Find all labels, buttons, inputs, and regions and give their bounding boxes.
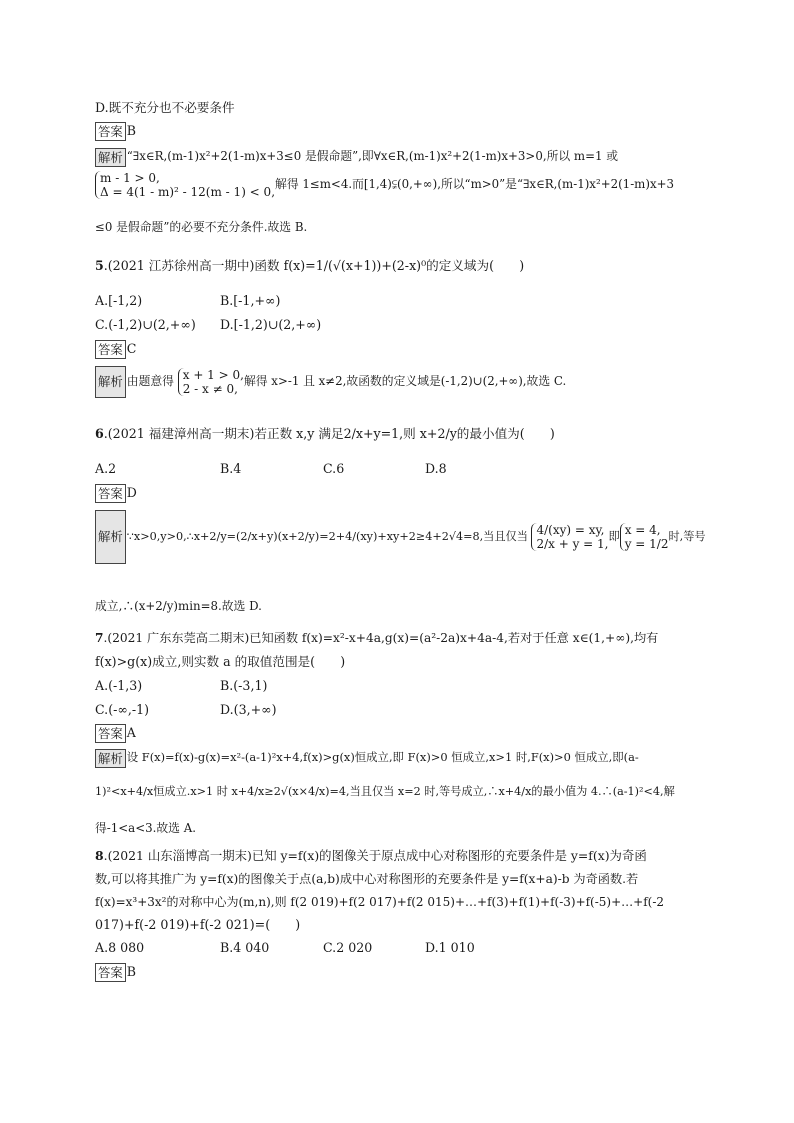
q5-answer-row: [95, 339, 705, 359]
q7-analysis-line3: 得-1<a<3.故选 A.: [95, 821, 196, 835]
q6-analysis-line1: 解析 ∵x>0,y>0,∴x+2/y=(2/x+y)(x+2/y)=2+4/(xy)+xy+2≥4+2√4=8,当且仅当 4/(xy) = xy, 2/x + y = 1,即 x = 4, y = 1/2时,等号: [95, 510, 705, 564]
q5-answer: C: [126, 341, 137, 356]
q8-stem-line1: 8.(2021 山东淄博高一期末)已知 y=f(x)的图像关于原点成中心对称图形的充要条件是 y=f(x)为奇函: [95, 848, 647, 863]
answer-tag: 答案: [95, 340, 126, 359]
q5-option-a: A.[-1,2): [95, 293, 143, 308]
q8-stem-line2: 数,可以将其推广为 y=f(x)的图像关于点(a,b)成中心对称图形的充要条件是 y=f(x+a)-b 为奇函数.若: [95, 872, 639, 886]
q4-analysis-line1: 解析 “∃x∈R,(m-1)x²+2(1-m)x+3≤0 是假命题”,即∀x∈R,(m-1)x²+2(1-m)x+3>0,所以 m=1 或: [95, 146, 705, 167]
q7-stem-line1: 7.(2021 广东东莞高二期末)已知函数 f(x)=x²-x+4a,g(x)=(a²-2a)x+4a-4,若对于任意 x∈(1,+∞),均有: [95, 631, 659, 645]
q5-system: x + 1 > 0, 2 - x ≠ 0,: [178, 368, 244, 396]
answer-tag: 答案: [95, 122, 126, 141]
q7-option-a: A.(-1,3): [95, 678, 143, 693]
q8-stem-line3: f(x)=x³+3x²的对称中心为(m,n),则 f(2 019)+f(2 017)+f(2 015)+…+f(3)+f(1)+f(-3)+f(-5)+…+f(-2: [95, 895, 665, 909]
q6-stem: 6.(2021 福建漳州高一期末)若正数 x,y 满足2/x+y=1,则 x+2/y的最小值为( ): [95, 426, 555, 441]
answer-tag: 答案: [95, 963, 126, 982]
q5-stem: 5.(2021 江苏徐州高一期中)函数 f(x)=1/(√(x+1))+(2-x)⁰的定义域为( ): [95, 258, 525, 273]
analysis-tag: 解析: [95, 366, 126, 398]
q4-analysis-line2: m - 1 > 0, Δ = 4(1 - m)² - 12(m - 1) < 0,解得 1≤m<4.而[1,4)⫋(0,+∞),所以“m>0”是“∃x∈R,(m-1)x²+2(1-m)x+3: [95, 171, 705, 199]
q8-options: [95, 938, 515, 960]
q4-answer: B: [126, 123, 137, 138]
q8-option-d: D.1 010: [425, 940, 475, 955]
q5-analysis: 解析 由题意得 x + 1 > 0, 2 - x ≠ 0,解得 x>-1 且 x≠2,故函数的定义域是(-1,2)∪(2,+∞),故选 C.: [95, 366, 705, 398]
q5-option-d: D.[-1,2)∪(2,+∞): [220, 317, 322, 332]
analysis-tag: 解析: [95, 148, 126, 167]
q4-system: m - 1 > 0, Δ = 4(1 - m)² - 12(m - 1) < 0,: [95, 171, 275, 199]
q8-answer-row: [95, 962, 705, 982]
q6-option-c: C.6: [323, 461, 345, 476]
q7-option-b: B.(-3,1): [220, 678, 268, 693]
q8-option-a: A.8 080: [95, 940, 145, 955]
q5-options: [95, 291, 495, 336]
q8-option-b: B.4 040: [220, 940, 270, 955]
answer-tag: 答案: [95, 724, 126, 743]
q6-options: [95, 459, 495, 481]
q5-option-c: C.(-1,2)∪(2,+∞): [95, 317, 196, 332]
q4-option-d: D.既不充分也不必要条件: [95, 100, 235, 115]
analysis-tag: 解析: [95, 510, 126, 564]
q7-option-c: C.(-∞,-1): [95, 702, 150, 717]
q7-option-d: D.(3,+∞): [220, 702, 277, 717]
q7-answer: A: [126, 725, 136, 740]
q7-options: [95, 676, 495, 721]
q6-option-a: A.2: [95, 461, 117, 476]
q8-option-c: C.2 020: [323, 940, 373, 955]
q8-answer: B: [126, 964, 137, 979]
answer-tag: 答案: [95, 484, 126, 503]
q8-stem-line4: 017)+f(-2 019)+f(-2 021)=( ): [95, 917, 301, 932]
q7-analysis-line2: 1)²<x+4/x恒成立.x>1 时 x+4/x≥2√(x×4/x)=4,当且仅当 x=2 时,等号成立,∴x+4/x的最小值为 4.∴(a-1)²<4,解: [95, 785, 675, 798]
q6-system-b: x = 4, y = 1/2: [620, 523, 669, 551]
q6-option-b: B.4: [220, 461, 242, 476]
q7-analysis-line1: 解析 设 F(x)=f(x)-g(x)=x²-(a-1)²x+4,f(x)>g(x)恒成立,即 F(x)>0 恒成立,x>1 时,F(x)>0 恒成立,即(a-: [95, 747, 705, 768]
q5-option-b: B.[-1,+∞): [220, 293, 281, 308]
q6-option-d: D.8: [425, 461, 447, 476]
q7-stem-line2: f(x)>g(x)成立,则实数 a 的取值范围是( ): [95, 654, 346, 669]
q6-answer-row: [95, 483, 705, 503]
q4-answer-row: [95, 121, 705, 141]
analysis-tag: 解析: [95, 749, 126, 768]
q4-analysis-line3: ≤0 是假命题”的必要不充分条件.故选 B.: [95, 220, 308, 234]
q6-analysis-line2: 成立,∴(x+2/y)min=8.故选 D.: [95, 599, 262, 613]
q7-answer-row: [95, 723, 705, 743]
q6-answer: D: [126, 485, 137, 500]
q6-system-a: 4/(xy) = xy, 2/x + y = 1,: [531, 523, 608, 551]
